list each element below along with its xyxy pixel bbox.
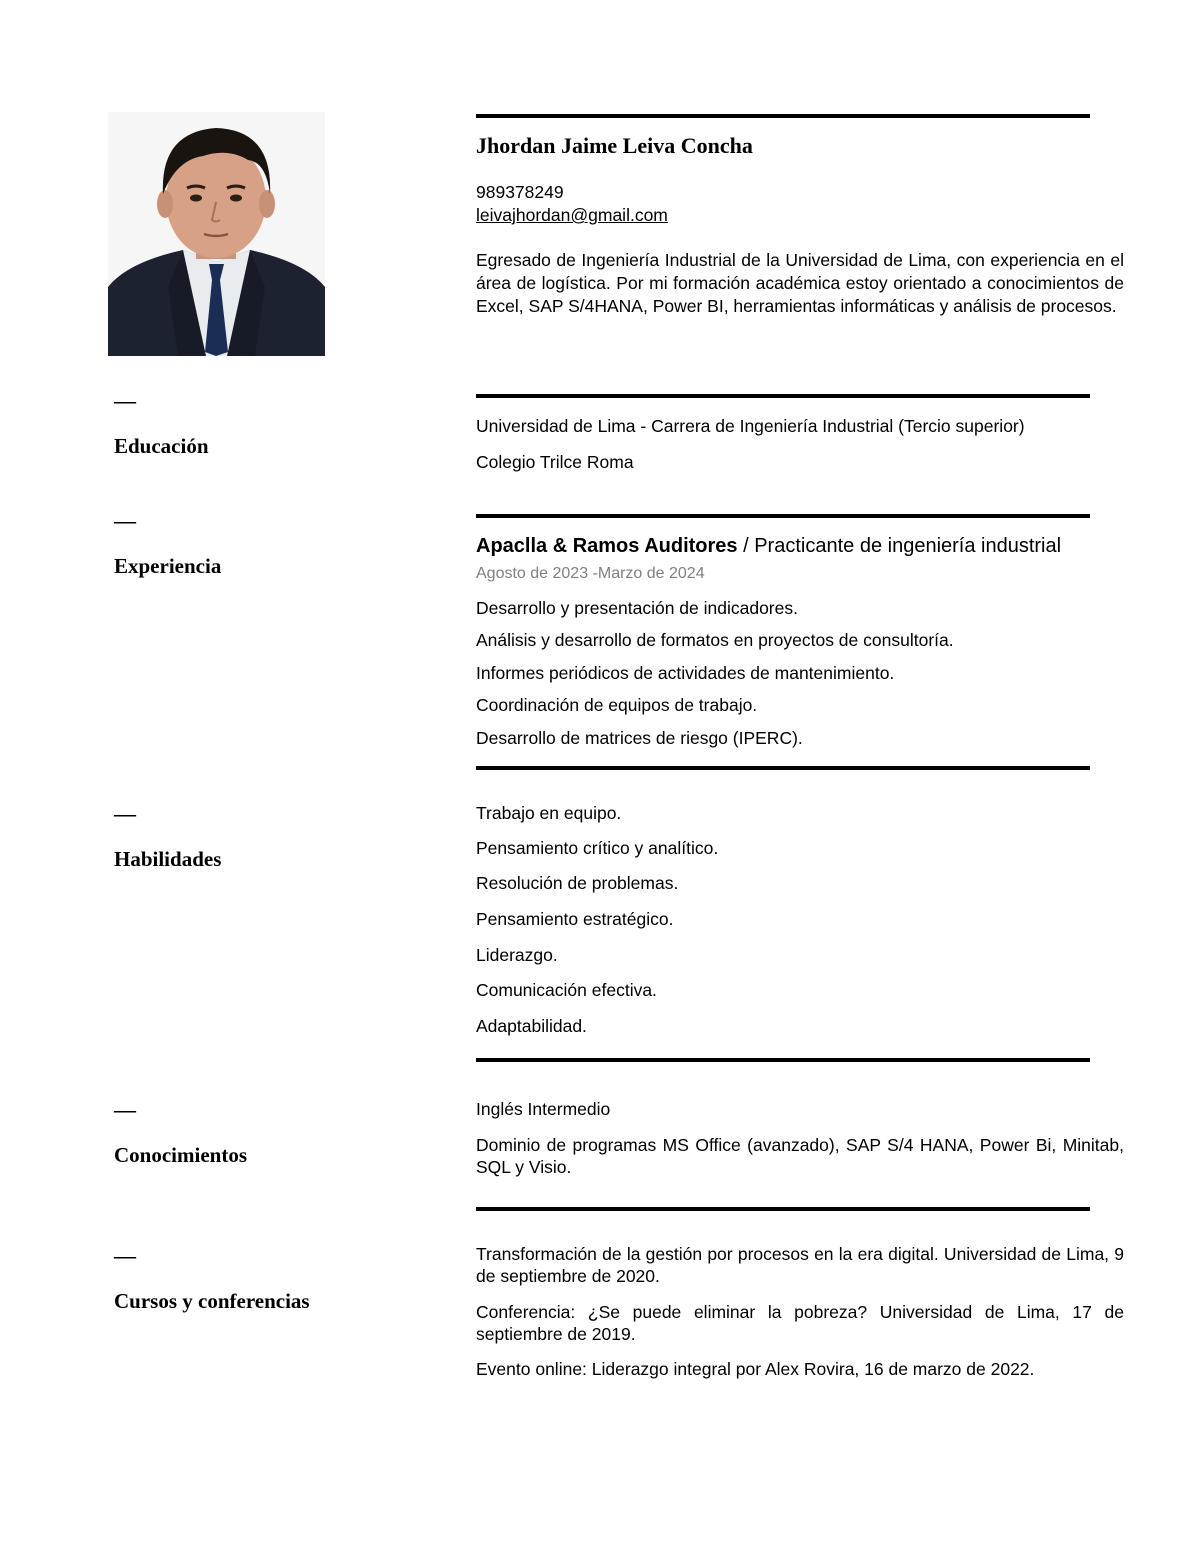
course-item: Evento online: Liderazgo integral por Alex Rovira, 16 de marzo de 2022. bbox=[476, 1359, 1035, 1379]
email-link[interactable] bbox=[476, 204, 668, 226]
email-text[interactable]: leivajhordan@gmail.com bbox=[476, 205, 668, 225]
profile-photo bbox=[108, 112, 325, 356]
experience-item: Coordinación de equipos de trabajo. bbox=[476, 695, 758, 715]
experience-item: Desarrollo y presentación de indicadores. bbox=[476, 598, 798, 618]
skill-item: Pensamiento estratégico. bbox=[476, 909, 674, 929]
profile-summary: Egresado de Ingeniería Industrial de la Universidad de Lima, con experiencia en el área de logística. Por mi formación académica estoy orientado a conocimientos de Excel, SAP S/4HANA, Power BI, herramientas informáticas y análisis de procesos. bbox=[476, 250, 1124, 316]
experience-item: Informes periódicos de actividades de mantenimiento. bbox=[476, 663, 895, 683]
job-heading bbox=[476, 534, 1126, 558]
experience-item: Análisis y desarrollo de formatos en proyectos de consultoría. bbox=[476, 630, 954, 650]
skill-item: Adaptabilidad. bbox=[476, 1016, 587, 1036]
knowledge-title: Conocimientos bbox=[114, 1143, 247, 1167]
experience-dash: — bbox=[114, 508, 136, 533]
experience-item: Desarrollo de matrices de riesgo (IPERC). bbox=[476, 728, 803, 748]
header-divider bbox=[476, 114, 1090, 118]
job-role: Practicante de ingeniería industrial bbox=[754, 535, 1062, 557]
skill-item: Trabajo en equipo. bbox=[476, 803, 622, 823]
skills-dash: — bbox=[114, 801, 136, 826]
knowledge-dash: — bbox=[114, 1097, 136, 1122]
company-name: Apaclla & Ramos Auditores bbox=[476, 535, 738, 557]
job-separator: / bbox=[737, 535, 755, 557]
courses-divider bbox=[476, 1207, 1090, 1211]
experience-divider bbox=[476, 514, 1090, 518]
education-item: Colegio Trilce Roma bbox=[476, 452, 634, 472]
experience-title: Experiencia bbox=[114, 554, 222, 578]
job-dates: Agosto de 2023 -Marzo de 2024 bbox=[476, 565, 705, 582]
skill-item: Pensamiento crítico y analítico. bbox=[476, 838, 719, 858]
education-item: Universidad de Lima - Carrera de Ingeniería Industrial (Tercio superior) bbox=[476, 416, 1025, 436]
skill-item: Resolución de problemas. bbox=[476, 873, 679, 893]
courses-dash: — bbox=[114, 1243, 136, 1268]
skill-item: Comunicación efectiva. bbox=[476, 980, 657, 1000]
education-divider bbox=[476, 394, 1090, 398]
knowledge-item: Inglés Intermedio bbox=[476, 1099, 611, 1119]
course-item: Conferencia: ¿Se puede eliminar la pobreza? Universidad de Lima, 17 de septiembre de 2019. bbox=[476, 1302, 1124, 1344]
skills-divider bbox=[476, 766, 1090, 770]
course-item: Transformación de la gestión por procesos en la era digital. Universidad de Lima, 9 de septiembre de 2020. bbox=[476, 1244, 1124, 1286]
knowledge-divider bbox=[476, 1058, 1090, 1062]
education-title: Educación bbox=[114, 434, 209, 458]
skills-title: Habilidades bbox=[114, 847, 222, 871]
education-dash: — bbox=[114, 388, 136, 413]
candidate-name: Jhordan Jaime Leiva Concha bbox=[476, 133, 753, 158]
phone-number: 989378249 bbox=[476, 182, 564, 202]
portrait-image bbox=[108, 112, 325, 356]
skill-item: Liderazgo. bbox=[476, 945, 558, 965]
knowledge-item: Dominio de programas MS Office (avanzado), SAP S/4 HANA, Power Bi, Minitab, SQL y Visio. bbox=[476, 1135, 1124, 1177]
courses-title: Cursos y conferencias bbox=[114, 1289, 310, 1313]
